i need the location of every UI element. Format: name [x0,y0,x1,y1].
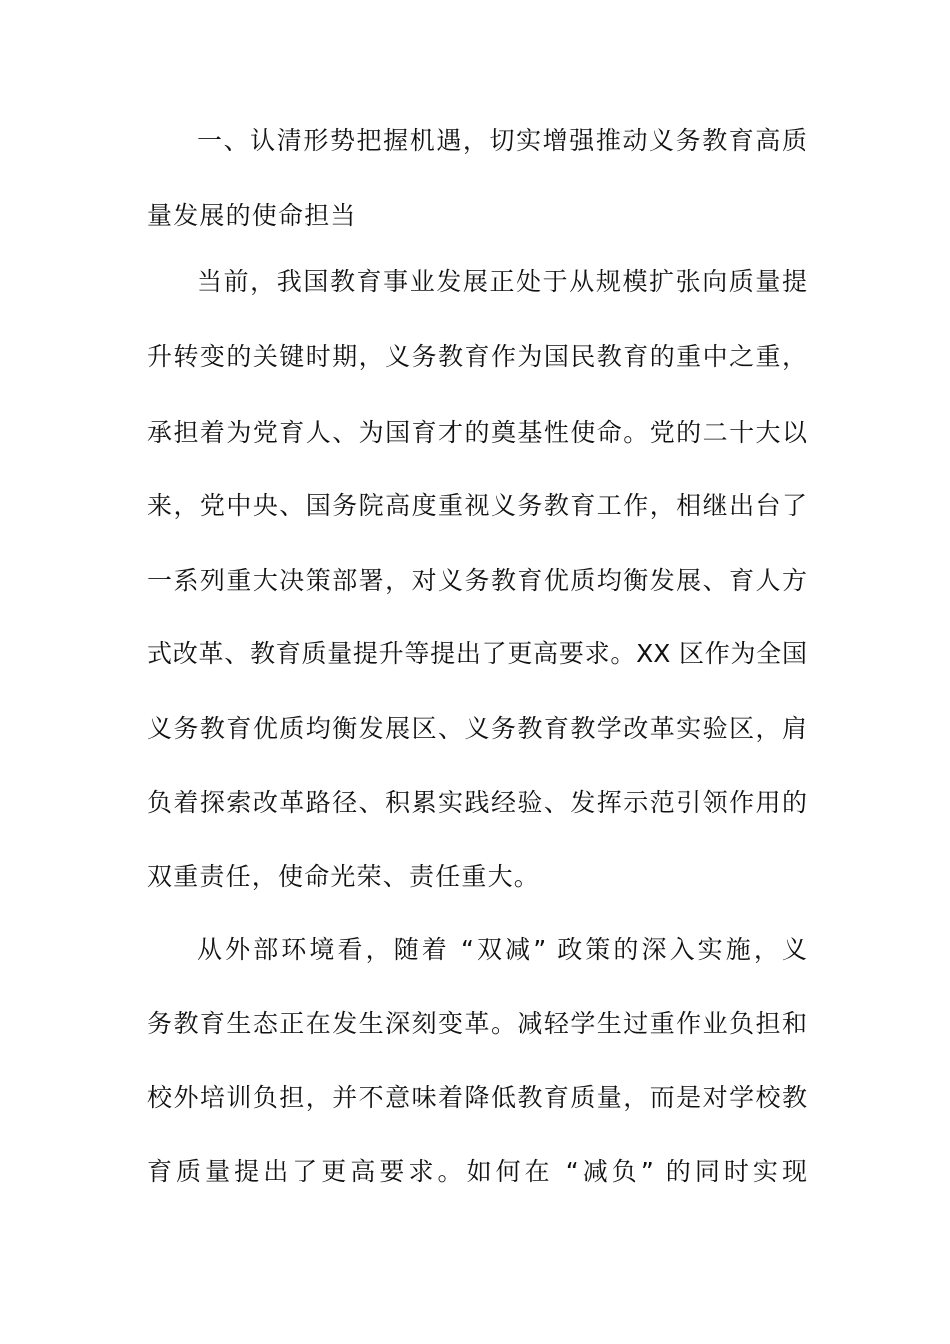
paragraph-2-line-2: 务教育生态正在发生深刻变革。减轻学生过重作业负担和 [147,1009,807,1038]
paragraph-2-line-1: 从外部环境看，随着 “双减” 政策的深入实施，义 [197,935,807,964]
paragraph-1-line-7: 义务教育优质均衡发展区、义务教育教学改革实验区，肩 [147,714,807,743]
section-heading-line-1: 一、认清形势把握机遇，切实增强推动义务教育高质 [197,126,807,155]
paragraph-1-line-3: 承担着为党育人、为国育才的奠基性使命。党的二十大以 [147,418,807,447]
paragraph-2-line-4: 育质量提出了更高要求。如何在 “减负” 的同时实现 [147,1157,807,1186]
paragraph-1-line-2: 升转变的关键时期，义务教育作为国民教育的重中之重， [147,342,807,371]
paragraph-1-line-1: 当前，我国教育事业发展正处于从规模扩张向质量提 [197,267,807,296]
paragraph-1-line-4: 来，党中央、国务院高度重视义务教育工作，相继出台了 [147,491,807,520]
paragraph-2-line-3: 校外培训负担，并不意味着降低教育质量，而是对学校教 [147,1083,807,1112]
paragraph-1-line-6: 式改革、教育质量提升等提出了更高要求。XX 区作为全国 [147,639,807,668]
section-heading-line-2: 量发展的使命担当 [147,201,357,230]
paragraph-1-line-9: 双重责任，使命光荣、责任重大。 [147,862,541,891]
paragraph-1-line-8: 负着探索改革路径、积累实践经验、发挥示范引领作用的 [147,788,807,817]
paragraph-1-line-5: 一系列重大决策部署，对义务教育优质均衡发展、育人方 [147,566,807,595]
